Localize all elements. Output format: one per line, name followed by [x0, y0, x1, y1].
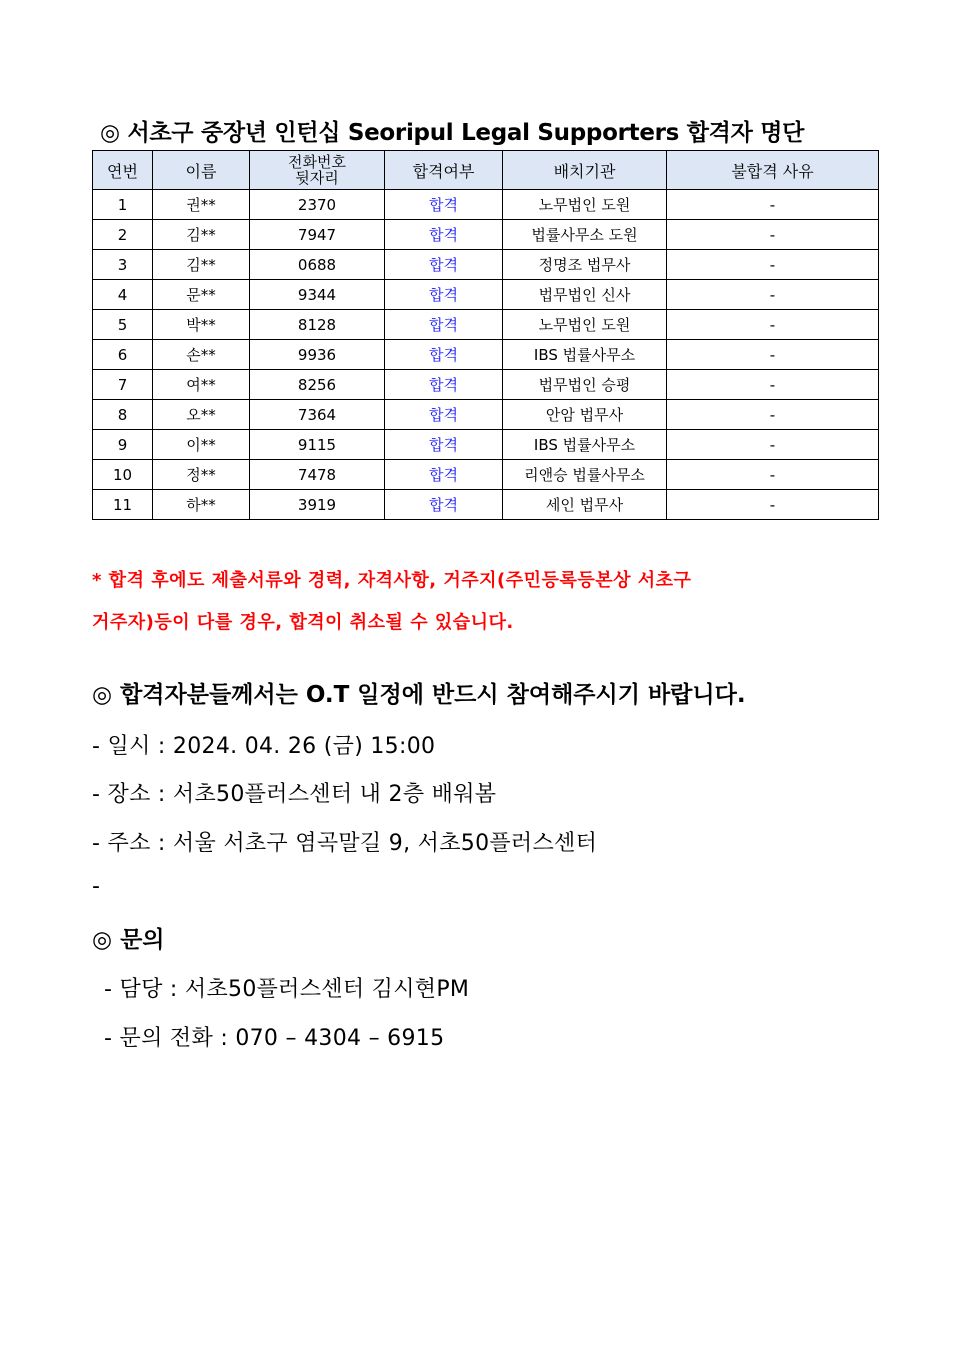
cell-placement: 법무법인 신사: [503, 280, 667, 310]
cell-no: 3: [93, 250, 153, 280]
cell-fail-reason: -: [667, 340, 879, 370]
cell-placement: 노무법인 도원: [503, 190, 667, 220]
cell-fail-reason: -: [667, 370, 879, 400]
header-phone-line2: 뒷자리: [295, 169, 339, 187]
cell-phone: 9936: [250, 340, 385, 370]
cell-no: 9: [93, 430, 153, 460]
cell-result: 합격: [385, 310, 503, 340]
cell-name: 김**: [153, 250, 250, 280]
cell-fail-reason: -: [667, 310, 879, 340]
cell-name: 하**: [153, 490, 250, 520]
cell-fail-reason: -: [667, 490, 879, 520]
notice-line-2: 거주자)등이 다를 경우, 합격이 취소될 수 있습니다.: [92, 612, 514, 633]
inquiry-manager: - 담당 : 서초50플러스센터 김시현PM: [104, 977, 470, 1002]
cell-result: 합격: [385, 280, 503, 310]
ot-heading: ◎ 합격자분들께서는 O.T 일정에 반드시 참여해주시기 바랍니다.: [92, 682, 746, 708]
table-row: [93, 220, 879, 250]
cell-result: 합격: [385, 400, 503, 430]
cell-placement: 법무법인 승평: [503, 370, 667, 400]
cell-result: 합격: [385, 340, 503, 370]
cell-phone: 7947: [250, 220, 385, 250]
cell-no: 8: [93, 400, 153, 430]
table-row: [93, 430, 879, 460]
cell-placement: 법률사무소 도원: [503, 220, 667, 250]
cell-result: 합격: [385, 190, 503, 220]
inquiry-heading: ◎ 문의: [92, 927, 165, 953]
header-no: 연번: [93, 151, 153, 190]
cell-placement: 안암 법무사: [503, 400, 667, 430]
table-row: [93, 250, 879, 280]
cell-phone: 7478: [250, 460, 385, 490]
cell-fail-reason: -: [667, 400, 879, 430]
cell-placement: 리앤승 법률사무소: [503, 460, 667, 490]
cell-result: 합격: [385, 490, 503, 520]
table-row: [93, 370, 879, 400]
cell-no: 2: [93, 220, 153, 250]
inquiry-phone: - 문의 전화 : 070 – 4304 – 6915: [104, 1026, 445, 1051]
header-phone-line1: 전화번호: [288, 153, 346, 171]
header-phone: [250, 151, 385, 190]
cell-placement: 정명조 법무사: [503, 250, 667, 280]
cell-result: 합격: [385, 250, 503, 280]
ot-datetime: - 일시 : 2024. 04. 26 (금) 15:00: [92, 734, 436, 759]
results-table: [92, 150, 879, 520]
cell-result: 합격: [385, 370, 503, 400]
cell-fail-reason: -: [667, 220, 879, 250]
cell-no: 10: [93, 460, 153, 490]
cell-name: 박**: [153, 310, 250, 340]
cell-name: 김**: [153, 220, 250, 250]
header-name: 이름: [153, 151, 250, 190]
header-fail-reason: 불합격 사유: [667, 151, 879, 190]
table-row: [93, 280, 879, 310]
cell-name: 문**: [153, 280, 250, 310]
cell-name: 여**: [153, 370, 250, 400]
table-row: [93, 460, 879, 490]
cell-phone: 3919: [250, 490, 385, 520]
cell-phone: 8256: [250, 370, 385, 400]
table-body: [93, 190, 879, 520]
cell-name: 오**: [153, 400, 250, 430]
table-row: [93, 400, 879, 430]
table-header-row: [93, 151, 879, 190]
cell-no: 1: [93, 190, 153, 220]
cell-fail-reason: -: [667, 430, 879, 460]
cell-name: 정**: [153, 460, 250, 490]
ot-blank-item: -: [92, 874, 101, 899]
cell-placement: 노무법인 도원: [503, 310, 667, 340]
table-row: [93, 340, 879, 370]
ot-place: - 장소 : 서초50플러스센터 내 2층 배워봄: [92, 782, 497, 807]
cell-phone: 8128: [250, 310, 385, 340]
cell-placement: IBS 법률사무소: [503, 340, 667, 370]
header-placement: 배치기관: [503, 151, 667, 190]
cell-result: 합격: [385, 220, 503, 250]
cell-name: 이**: [153, 430, 250, 460]
cell-phone: 9344: [250, 280, 385, 310]
header-result: 합격여부: [385, 151, 503, 190]
cell-phone: 7364: [250, 400, 385, 430]
cell-no: 11: [93, 490, 153, 520]
cell-no: 5: [93, 310, 153, 340]
cell-placement: IBS 법률사무소: [503, 430, 667, 460]
cell-no: 7: [93, 370, 153, 400]
cell-fail-reason: -: [667, 280, 879, 310]
cell-no: 4: [93, 280, 153, 310]
cell-fail-reason: -: [667, 250, 879, 280]
cell-placement: 세인 법무사: [503, 490, 667, 520]
ot-address: - 주소 : 서울 서초구 염곡말길 9, 서초50플러스센터: [92, 831, 598, 856]
cell-phone: 2370: [250, 190, 385, 220]
cell-no: 6: [93, 340, 153, 370]
cell-phone: 0688: [250, 250, 385, 280]
notice-box: [92, 560, 872, 644]
cell-result: 합격: [385, 460, 503, 490]
page-title: ◎ 서초구 중장년 인턴십 Seoripul Legal Supporters 합격자 명단: [100, 120, 805, 146]
cell-fail-reason: -: [667, 460, 879, 490]
cell-fail-reason: -: [667, 190, 879, 220]
cell-result: 합격: [385, 430, 503, 460]
cell-phone: 9115: [250, 430, 385, 460]
notice-line-1: * 합격 후에도 제출서류와 경력, 자격사항, 거주지(주민등록등본상 서초구: [92, 570, 692, 591]
cell-name: 손**: [153, 340, 250, 370]
cell-name: 권**: [153, 190, 250, 220]
table-row: [93, 490, 879, 520]
table-row: [93, 190, 879, 220]
table-row: [93, 310, 879, 340]
